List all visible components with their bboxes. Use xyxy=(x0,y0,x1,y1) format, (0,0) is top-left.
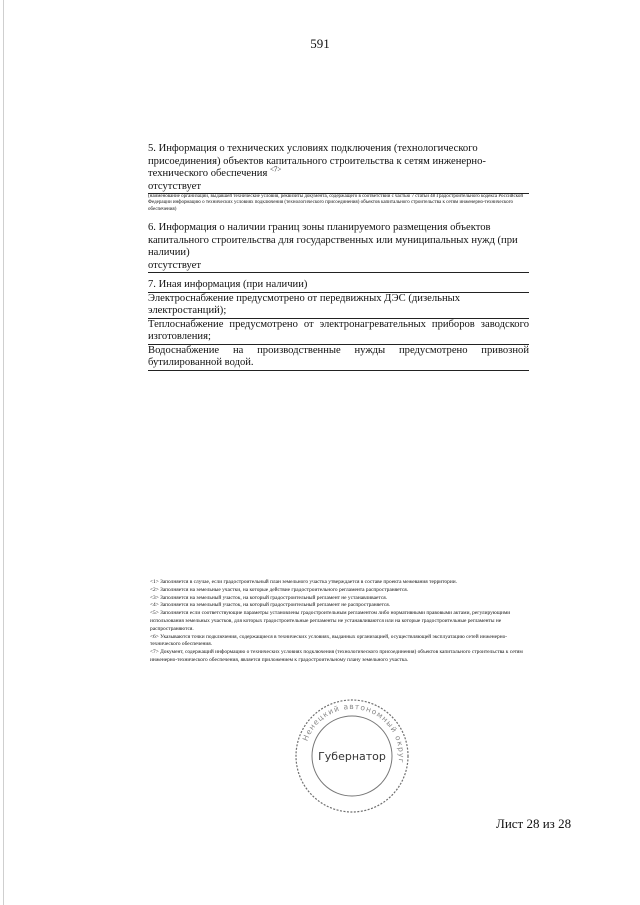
footnotes xyxy=(150,579,535,665)
section-7 xyxy=(148,279,529,371)
section-5-heading-text: 5. Информация о технических условиях подключения (технологического присоединения) объектов капитального строительства к сетям инженерно-технического обеспечения xyxy=(148,143,486,179)
section-7-line: Теплоснабжение предусмотрено от электронагревательных приборов заводского xyxy=(148,318,529,330)
footnote: <7> Документ, содержащий информацию о технических условиях подключения (технологического присоединения) объектов капитального строительства к сетям инженерно-технического обеспечения, является приложением к градостроительному плану земельного участка. xyxy=(150,649,523,663)
section-7-line: изготовления; xyxy=(148,331,529,345)
section-7-heading: 7. Иная информация (при наличии) xyxy=(148,279,529,293)
section-6-value: отсутствует xyxy=(148,260,529,274)
section-5-heading xyxy=(148,143,529,181)
official-seal-stamp xyxy=(293,697,411,815)
footnote-ref-7: <7> xyxy=(269,165,282,174)
section-5 xyxy=(148,143,529,213)
section-6-heading: 6. Информация о наличии границ зоны планируемого размещения объектов капитального строительства для государственных или муниципальных нужд (при наличии) xyxy=(148,222,518,258)
sheet-number: Лист 28 из 28 xyxy=(496,816,572,831)
footnote: <5> Заполняется если соответствующие параметры установлены градостроительным регламентом либо нормативными правовыми актами, регулирующими использования земельных участков, для которых градостроительные регламенты не устанавливаются или на которые градостроительные регламенты не распространяются. xyxy=(150,610,511,632)
seal-center-text: Губернатор xyxy=(318,750,386,763)
svg-text:Ненецкий автономный округ: Ненецкий автономный округ xyxy=(300,701,407,765)
footnote: <1> Заполняется в случае, если градостроительный план земельного участка утверждается в составе проекта межевания территории. xyxy=(150,579,457,585)
footnote: <2> Заполняется на земельные участки, на которые действие градостроительного регламента распространяется. xyxy=(150,586,409,593)
section-5-caption: (наименование организации, выдавшей технические условия, реквизиты документа, содержащего в соответствии с частью 7 статьи 48 Градостроительного кодекса Российской Федерации информацию о технических условиях подключения (технологического присоединения) объектов капитального строительства к сетям инженерно-технического обеспечения) xyxy=(148,194,524,212)
footnote: <6> Указываются точки подключения, содержащиеся в технических условиях, выданных организацией, осуществляющей эксплуатацию сетей инженерно-технического обеспечения. xyxy=(150,633,508,648)
section-6 xyxy=(148,222,529,273)
footnote: <3> Заполняется на земельный участок, на который градостроительный регламент не устанавливается. xyxy=(150,594,388,601)
page-number: 591 xyxy=(310,36,330,51)
page-edge-line xyxy=(3,0,4,905)
section-7-line: бутилированной водой. xyxy=(148,357,529,371)
section-7-line: Водоснабжение на производственные нужды предусмотрено привозной xyxy=(148,344,529,356)
section-5-value: отсутствует xyxy=(148,181,529,195)
section-7-line: Электроснабжение предусмотрено от передвижных ДЭС (дизельных электростанций); xyxy=(148,293,529,319)
footnote: <4> Заполняется на земельный участок, на который градостроительный регламент не распространяется. xyxy=(150,602,391,609)
seal-icon xyxy=(293,697,411,815)
